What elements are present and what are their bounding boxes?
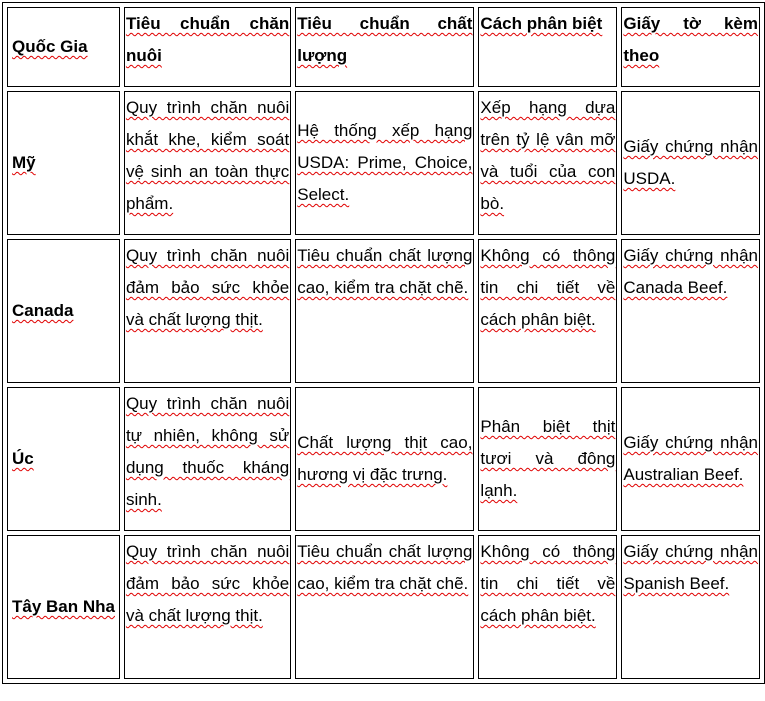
cell-country: Úc (7, 387, 120, 531)
cell-raising: Quy trình chăn nuôi khắt khe, kiểm soát vệ sinh an toàn thực phẩm. (124, 91, 291, 235)
cell-country: Tây Ban Nha (7, 535, 120, 679)
header-raising-standard: Tiêu chuẩn chăn nuôi (124, 7, 291, 87)
table-row (7, 239, 760, 383)
comparison-table (2, 2, 765, 684)
cell-distinguish: Phân biệt thịt tươi và đông lạnh. (478, 387, 617, 531)
header-documents: Giấy tờ kèm theo (621, 7, 760, 87)
cell-quality: Tiêu chuẩn chất lượng cao, kiểm tra chặt chẽ. (295, 239, 474, 383)
table-row (7, 91, 760, 235)
cell-country: Canada (7, 239, 120, 383)
cell-distinguish: Không có thông tin chi tiết về cách phân biệt. (478, 239, 617, 383)
table-header-row (7, 7, 760, 87)
cell-raising: Quy trình chăn nuôi đảm bảo sức khỏe và chất lượng thịt. (124, 239, 291, 383)
cell-quality: Hệ thống xếp hạng USDA: Prime, Choice, Select. (295, 91, 474, 235)
cell-country: Mỹ (7, 91, 120, 235)
header-quality-standard: Tiêu chuẩn chất lượng (295, 7, 474, 87)
cell-raising: Quy trình chăn nuôi tự nhiên, không sử dụng thuốc kháng sinh. (124, 387, 291, 531)
cell-documents: Giấy chứng nhận Canada Beef. (621, 239, 760, 383)
cell-documents: Giấy chứng nhận Spanish Beef. (621, 535, 760, 679)
cell-quality: Chất lượng thịt cao, hương vị đặc trưng. (295, 387, 474, 531)
cell-documents: Giấy chứng nhận Australian Beef. (621, 387, 760, 531)
table-row (7, 535, 760, 679)
cell-quality: Tiêu chuẩn chất lượng cao, kiểm tra chặt chẽ. (295, 535, 474, 679)
cell-distinguish: Xếp hạng dựa trên tỷ lệ vân mỡ và tuổi của con bò. (478, 91, 617, 235)
cell-distinguish: Không có thông tin chi tiết về cách phân biệt. (478, 535, 617, 679)
cell-documents: Giấy chứng nhận USDA. (621, 91, 760, 235)
table-row (7, 387, 760, 531)
header-country: Quốc Gia (7, 7, 120, 87)
cell-raising: Quy trình chăn nuôi đảm bảo sức khỏe và chất lượng thịt. (124, 535, 291, 679)
header-distinguish: Cách phân biệt (478, 7, 617, 87)
